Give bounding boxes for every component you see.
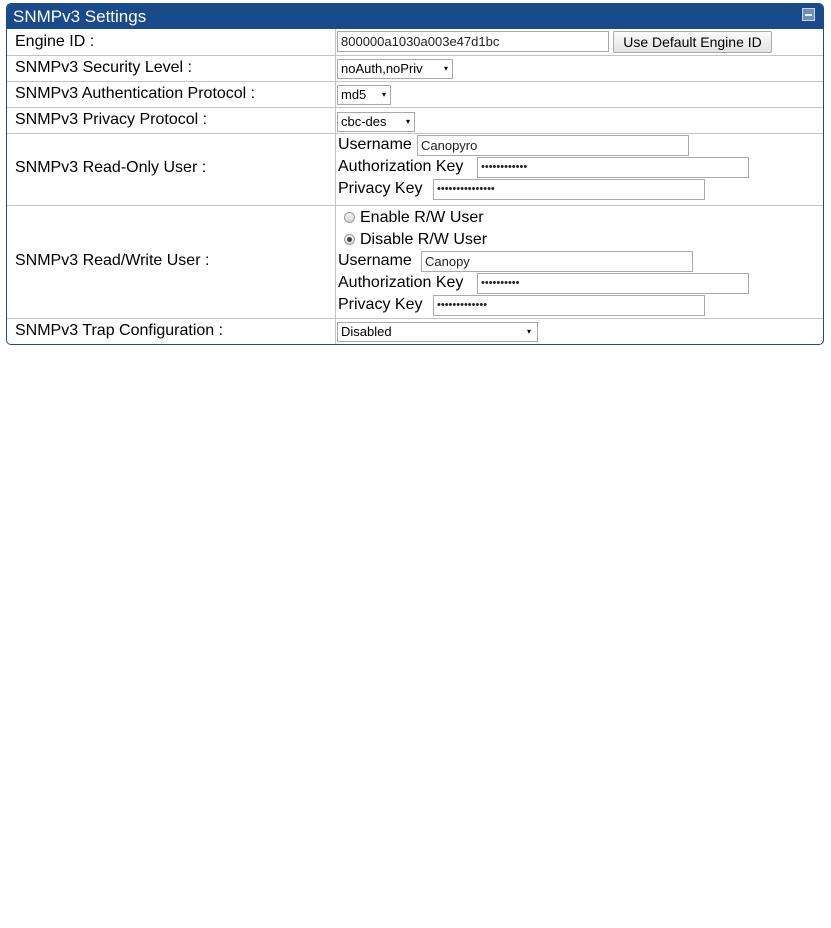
engine-id-input[interactable]: 800000a1030a003e47d1bc (337, 31, 609, 52)
trap-config-value: Disabled (341, 324, 392, 339)
ro-username-label: Username (338, 136, 412, 153)
ro-privacy-key-input[interactable]: ••••••••••••••• (433, 179, 705, 200)
panel-title: SNMPv3 Settings (13, 7, 147, 26)
rw-auth-key-input[interactable]: •••••••••• (477, 273, 749, 294)
chevron-down-icon: ▾ (526, 327, 531, 336)
rw-username-label: Username (338, 252, 412, 269)
engine-id-label: Engine ID : (15, 33, 95, 50)
auth-protocol-row (7, 82, 823, 108)
enable-rw-radio[interactable] (344, 212, 355, 223)
enable-rw-label: Enable R/W User (360, 209, 484, 226)
read-only-user-row (7, 134, 823, 206)
read-write-user-row (7, 206, 823, 319)
chevron-down-icon: ▾ (443, 64, 448, 73)
security-level-select[interactable] (337, 59, 453, 79)
privacy-protocol-select[interactable] (337, 112, 415, 132)
disable-rw-radio[interactable] (344, 234, 355, 245)
trap-config-label: SNMPv3 Trap Configuration : (15, 322, 224, 339)
auth-protocol-select[interactable] (337, 85, 391, 105)
security-level-label: SNMPv3 Security Level : (15, 59, 192, 76)
snmpv3-settings-panel (6, 3, 824, 345)
use-default-engine-id-button[interactable]: Use Default Engine ID (613, 31, 772, 53)
ro-username-input[interactable]: Canopyro (417, 135, 689, 156)
read-only-user-label: SNMPv3 Read-Only User : (15, 159, 207, 176)
engine-id-row (7, 29, 823, 56)
security-level-row (7, 56, 823, 82)
privacy-protocol-value: cbc-des (341, 114, 387, 129)
rw-username-input[interactable]: Canopy (421, 251, 693, 272)
ro-privacy-key-label: Privacy Key (338, 180, 423, 197)
chevron-down-icon: ▾ (405, 117, 410, 126)
auth-protocol-value: md5 (341, 87, 367, 102)
rw-privacy-key-label: Privacy Key (338, 296, 423, 313)
rw-auth-key-label: Authorization Key (338, 274, 464, 291)
ro-auth-key-label: Authorization Key (338, 158, 464, 175)
privacy-protocol-label: SNMPv3 Privacy Protocol : (15, 111, 208, 128)
security-level-value: noAuth,noPriv (341, 61, 423, 76)
rw-privacy-key-input[interactable]: ••••••••••••• (433, 295, 705, 316)
minimize-icon[interactable] (802, 8, 815, 21)
auth-protocol-label: SNMPv3 Authentication Protocol : (15, 85, 256, 102)
trap-config-select[interactable] (337, 322, 538, 342)
disable-rw-label: Disable R/W User (360, 231, 488, 248)
chevron-down-icon: ▾ (381, 90, 386, 99)
ro-auth-key-input[interactable]: •••••••••••• (477, 157, 749, 178)
read-write-user-label: SNMPv3 Read/Write User : (15, 252, 210, 269)
trap-config-row (7, 319, 823, 344)
privacy-protocol-row (7, 108, 823, 134)
panel-title-bar (7, 4, 823, 29)
